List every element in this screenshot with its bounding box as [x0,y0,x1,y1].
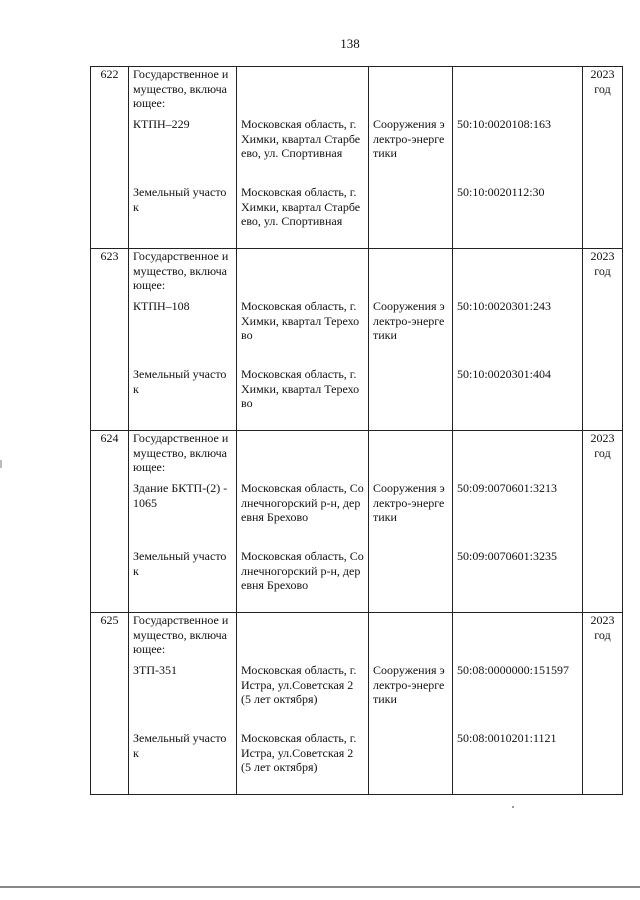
item-cadastral: 50:10:0020108:163 [457,117,552,131]
item-name: ЗТП-351 [133,663,178,677]
item-type [373,185,448,248]
row-header: Государственное имущество, включающее: [133,613,229,656]
registry-item-row [91,731,623,795]
item-name: Здание БКТП-(2) -1065 [133,481,228,510]
item-address: Московская область, г. Химки, квартал Старбеево, ул. Спортивная [241,117,361,160]
scan-bottom-edge [0,886,640,888]
registry-item-row [91,663,623,731]
row-header: Государственное имущество, включающее: [133,67,229,110]
row-header: Государственное имущество, включающее: [133,249,229,292]
item-cadastral: 50:09:0070601:3213 [457,481,558,495]
item-address: Московская область, г. Химки, квартал Терехово [241,299,360,342]
registry-item-row [91,367,623,431]
item-type: Сооружения электро-энергетики [373,299,445,342]
item-address: Московская область, г.Истра, ул.Советская 2 (5 лет октября) [241,663,357,706]
registry-row-header [91,249,623,300]
registry-row-header [91,67,623,118]
item-cadastral: 50:10:0020301:404 [457,367,552,381]
property-registry-table [90,66,623,795]
registry-item-row [91,481,623,549]
item-type [373,367,448,430]
row-year: 2023 год [590,67,615,96]
item-name: Земельный участок [133,731,227,760]
item-address: Московская область, г. Химки, квартал Терехово [241,367,360,410]
item-name: Земельный участок [133,185,227,214]
item-cadastral: 50:10:0020112:30 [457,185,545,199]
registry-item-row [91,549,623,613]
registry-item-row [91,299,623,367]
registry-row-header [91,431,623,482]
scan-dot [512,806,514,808]
row-number: 624 [100,431,119,445]
item-address: Московская область, Солнечногорский р-н, деревня Брехово [241,549,364,592]
registry-row-header [91,613,623,664]
item-address: Московская область, г.Истра, ул.Советская 2 (5 лет октября) [241,731,357,774]
row-header: Государственное имущество, включающее: [133,431,229,474]
item-name: КТПН–108 [133,299,190,313]
registry-item-row [91,117,623,185]
page-number: 138 [340,36,360,51]
row-number: 623 [100,249,119,263]
item-address: Московская область, Солнечногорский р-н, деревня Брехово [241,481,364,524]
item-type: Сооружения электро-энергетики [373,663,445,706]
item-name: КТПН–229 [133,117,190,131]
row-year: 2023 год [590,613,615,642]
item-type: Сооружения электро-энергетики [373,117,445,160]
item-type [373,549,448,612]
row-number: 625 [100,613,119,627]
item-cadastral: 50:09:0070601:3235 [457,549,558,563]
item-cadastral: 50:10:0020301:243 [457,299,552,313]
item-name: Земельный участок [133,549,227,578]
row-year: 2023 год [590,249,615,278]
registry-item-row [91,185,623,249]
item-cadastral: 50:08:0010201:1121 [457,731,557,745]
item-cadastral: 50:08:0000000:151597 [457,663,570,677]
scan-edge-mark [0,460,2,468]
item-name: Земельный участок [133,367,227,396]
item-type: Сооружения электро-энергетики [373,481,445,524]
item-type [373,731,448,794]
row-year: 2023 год [590,431,615,460]
item-address: Московская область, г. Химки, квартал Старбеево, ул. Спортивная [241,185,361,228]
row-number: 622 [100,67,119,81]
